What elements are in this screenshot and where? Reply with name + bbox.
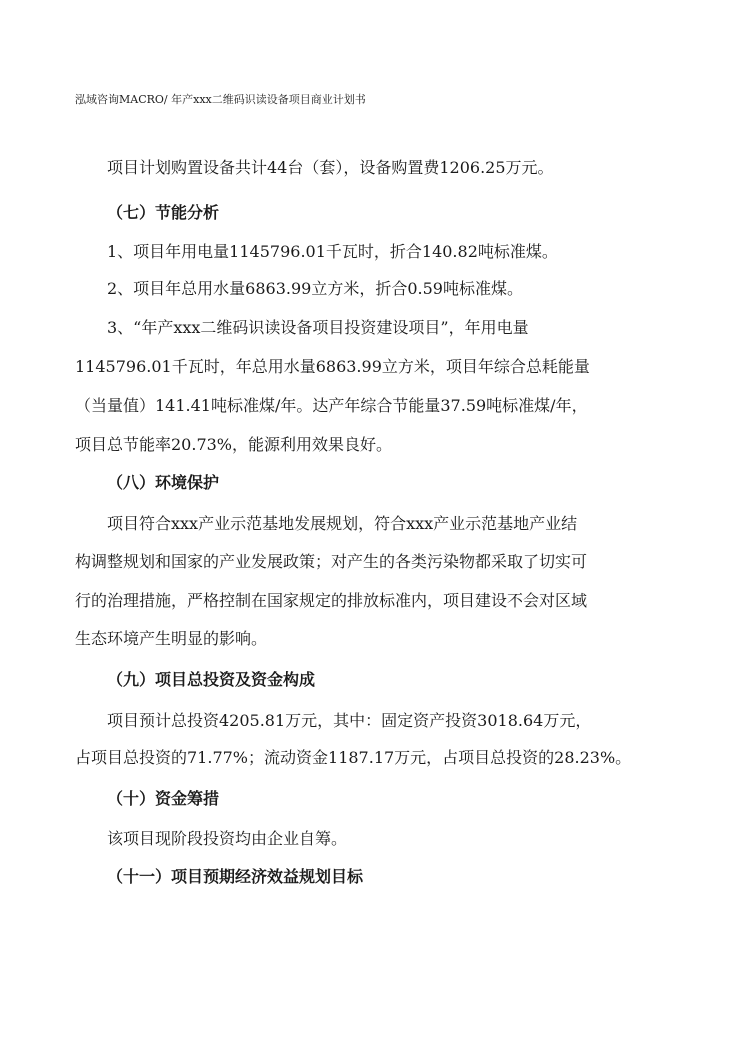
section-heading-economic-targets: （十一）项目预期经济效益规划目标: [107, 867, 364, 886]
electricity-usage-line: 1、项目年用电量1145796.01千瓦时，折合140.82吨标准煤。: [107, 242, 558, 261]
funding-line: 该项目现阶段投资均由企业自筹。: [107, 829, 348, 848]
environment-line-2: 构调整规划和国家的产业发展政策；对产生的各类污染物都采取了切实可: [75, 552, 588, 571]
environment-line-3: 行的治理措施，严格控制在国家规定的排放标准内，项目建设不会对区域: [75, 591, 588, 610]
environment-line-1: 项目符合xxx产业示范基地发展规划，符合xxx产业示范基地产业结: [107, 514, 578, 533]
running-header: 泓域咨询MACRO/ 年产xxx二维码识读设备项目商业计划书: [75, 93, 366, 106]
energy-summary-line-2: 1145796.01千瓦时，年总用水量6863.99立方米，项目年综合总耗能量: [75, 357, 590, 376]
equipment-purchase-paragraph: 项目计划购置设备共计44台（套），设备购置费1206.25万元。: [107, 158, 554, 177]
energy-summary-line-1: 3、“年产xxx二维码识读设备项目投资建设项目”，年用电量: [107, 318, 529, 337]
energy-summary-line-3: （当量值）141.41吨标准煤/年。达产年综合节能量37.59吨标准煤/年，: [75, 396, 588, 415]
investment-line-1: 项目预计总投资4205.81万元，其中：固定资产投资3018.64万元，: [107, 711, 592, 730]
section-heading-energy: （七）节能分析: [107, 203, 220, 222]
environment-line-4: 生态环境产生明显的影响。: [75, 629, 268, 648]
section-heading-environment: （八）环境保护: [107, 473, 220, 492]
section-heading-funding: （十）资金筹措: [107, 789, 220, 808]
investment-line-2: 占项目总投资的71.77%；流动资金1187.17万元，占项目总投资的28.23%。: [75, 748, 632, 767]
section-heading-investment: （九）项目总投资及资金构成: [107, 670, 316, 689]
energy-summary-line-4: 项目总节能率20.73%，能源利用效果良好。: [75, 435, 393, 454]
water-usage-line: 2、项目年总用水量6863.99立方米，折合0.59吨标准煤。: [107, 279, 523, 298]
